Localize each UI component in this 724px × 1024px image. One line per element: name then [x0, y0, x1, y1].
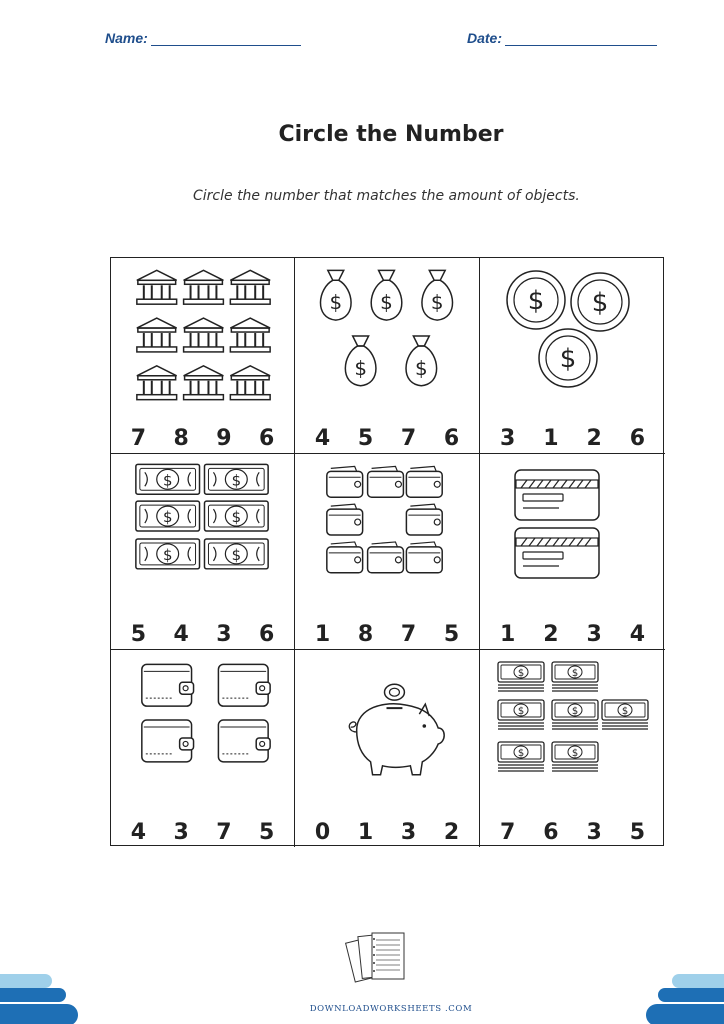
number-option[interactable]: 3 [586, 820, 602, 845]
number-options [480, 622, 665, 647]
number-option[interactable]: 1 [499, 622, 516, 647]
number-options [111, 426, 294, 451]
number-option[interactable]: 7 [400, 426, 417, 451]
number-option[interactable]: 6 [629, 426, 646, 451]
wallet-icons [111, 650, 294, 810]
number-option[interactable]: 3 [173, 820, 189, 845]
cell-wallets [111, 650, 295, 847]
number-option[interactable]: 2 [586, 426, 602, 451]
number-option[interactable]: 5 [130, 622, 147, 647]
number-option[interactable]: 4 [130, 820, 147, 845]
number-option[interactable]: 7 [130, 426, 147, 451]
number-option[interactable]: 5 [258, 820, 275, 845]
cell-banknotes [111, 454, 295, 650]
money-bag-icons: $ [295, 258, 479, 418]
cell-cash-stacks [480, 650, 665, 847]
number-option[interactable]: 4 [314, 426, 331, 451]
number-option[interactable]: 4 [173, 622, 189, 647]
cell-small-wallets [295, 454, 480, 650]
bank-building-icons [111, 258, 294, 418]
number-option[interactable]: 1 [543, 426, 559, 451]
cash-stack-icons [480, 650, 665, 810]
number-option[interactable]: 2 [543, 622, 559, 647]
instructions: Circle the number that matches the amount of objects. [193, 188, 580, 204]
number-option[interactable]: 5 [357, 426, 374, 451]
number-option[interactable]: 5 [443, 622, 460, 647]
number-option[interactable]: 8 [357, 622, 374, 647]
cell-banks [111, 258, 295, 454]
number-options [480, 426, 665, 451]
number-option[interactable]: 8 [173, 426, 189, 451]
site-name[interactable]: DOWNLOADWORKSHEETS .COM [309, 1004, 473, 1014]
number-option[interactable]: 6 [258, 426, 275, 451]
right-wave-decoration [644, 968, 724, 1024]
date-line[interactable] [505, 33, 657, 46]
small-wallet-icons [295, 454, 479, 614]
date-label: Date: [467, 30, 503, 46]
number-option[interactable]: 4 [629, 622, 646, 647]
number-option[interactable]: 6 [543, 820, 559, 845]
name-label: Name: [105, 30, 148, 46]
number-option[interactable]: 7 [499, 820, 516, 845]
cell-money-bags [295, 258, 480, 454]
number-options [295, 426, 479, 451]
number-options [295, 820, 479, 845]
dollar-coin-icons: $ [480, 258, 665, 418]
date-field[interactable] [467, 30, 657, 46]
number-option[interactable]: 3 [216, 622, 232, 647]
number-options [295, 622, 479, 647]
piggy-bank-icon [295, 650, 479, 810]
number-options [480, 820, 665, 845]
cell-coins [471, 244, 665, 454]
number-option[interactable]: 7 [216, 820, 232, 845]
number-option[interactable]: 5 [629, 820, 646, 845]
banknote-icons: $ [111, 454, 294, 614]
number-options [111, 622, 294, 647]
number-option[interactable]: 9 [216, 426, 232, 451]
cell-piggy-bank [295, 650, 480, 847]
name-field[interactable] [105, 30, 301, 46]
number-option[interactable]: 7 [400, 622, 417, 647]
number-option[interactable]: 0 [314, 820, 331, 845]
page-title: Circle the Number [278, 122, 504, 147]
number-option[interactable]: 3 [586, 622, 602, 647]
cell-credit-cards [480, 454, 665, 650]
number-option[interactable]: 3 [499, 426, 516, 451]
number-option[interactable]: 1 [357, 820, 374, 845]
number-option[interactable]: 2 [443, 820, 460, 845]
number-option[interactable]: 1 [314, 622, 331, 647]
number-option[interactable]: 3 [400, 820, 417, 845]
worksheet-grid [110, 244, 664, 846]
worksheets-logo-icon [344, 925, 416, 997]
number-option[interactable]: 6 [443, 426, 460, 451]
name-line[interactable] [151, 33, 301, 46]
number-option[interactable]: 6 [258, 622, 275, 647]
left-wave-decoration [0, 968, 80, 1024]
number-options [111, 820, 294, 845]
credit-card-icons [480, 454, 665, 614]
